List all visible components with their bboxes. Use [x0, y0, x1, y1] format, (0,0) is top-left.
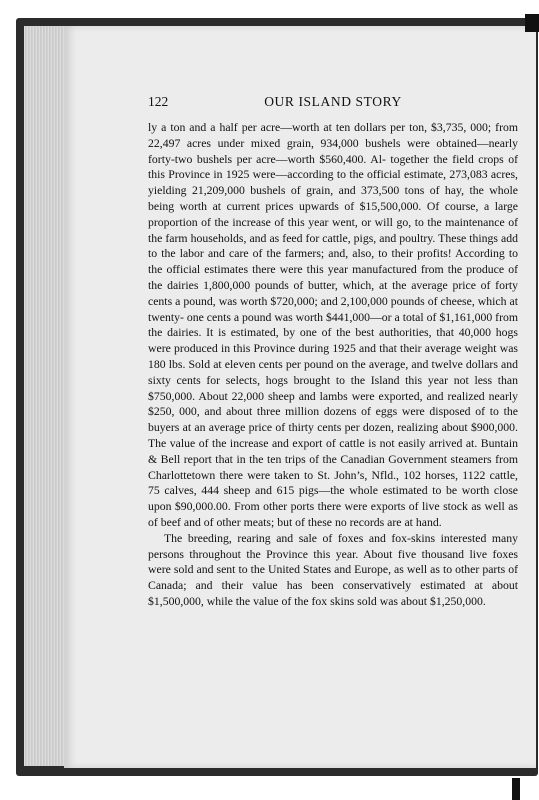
paragraph: The breeding, rearing and sale of foxes and fox-skins interested many persons throughout the Province this year. About five thousand live foxes were sold and sent to the United States and Europe, as well as to other parts of Canada; and their value has been conservatively estimated at about $1,500,000, while the value of the fox skins sold was about $1,250,000.	[148, 531, 518, 608]
body-text	[148, 120, 518, 610]
corner-mark-bottom-right	[512, 778, 520, 800]
page-number: 122	[148, 94, 169, 109]
paragraph: ly a ton and a half per acre—worth at ten dollars per ton, $3,735, 000; from 22,497 acres under mixed grain, 934,000 bushels were obtained—nearly forty-two bushels per acre—worth $560,400. Al- together the field crops of this Province in 1925 were—according to the official estimate, 273,083 acres, yielding 21,209,000 bushels of grain, and 373,500 tons of hay, the whole being worth at current prices upwards of $15,500,000. Of course, a large proportion of the increase of this year went, or will go, to the maintenance of the farm households, and as feed for cattle, pigs, and poultry. These things add to the labor and care of the farmers; and, also, to their profits! According to the official estimates there were this year manufactured from the produce of the dairies 1,800,000 pounds of butter, which, at the average price of forty cents a pound, was worth $720,000; and 2,100,000 pounds of cheese, which at twenty- one cents a pound was worth $441,000—or a total of $1,161,000 from the dairies. It is estimated, by one of the best authorities, that 40,000 hogs were produced in this Province during 1925 and that their average weight was 180 lbs. Sold at eleven cents per pound on the average, and twelve dollars and sixty cents for selects, hogs brought to the Island this year not less than $750,000. About 22,000 sheep and lambs were exported, and realized nearly $250, 000, and about three million dozens of eggs were disposed of to the buyers at an average price of thirty cents per dozen, realizing about $900,000. The value of the increase and export of cattle is not easily arrived at. Buntain & Bell report that in the ten trips of the Canadian Government steamers from Charlottetown there were taken to St. John’s, Nfld., 102 horses, 1122 cattle, 75 calves, 444 sheep and 615 pigs—the whole estimated to be worth close upon $90,000.00. From other ports there were exports of live stock as well as of beef and of other meats; but of these no records are at hand.	[148, 121, 518, 529]
running-title: OUR ISLAND STORY	[264, 94, 402, 109]
page-header	[148, 72, 518, 112]
corner-mark-top-right	[525, 14, 539, 32]
